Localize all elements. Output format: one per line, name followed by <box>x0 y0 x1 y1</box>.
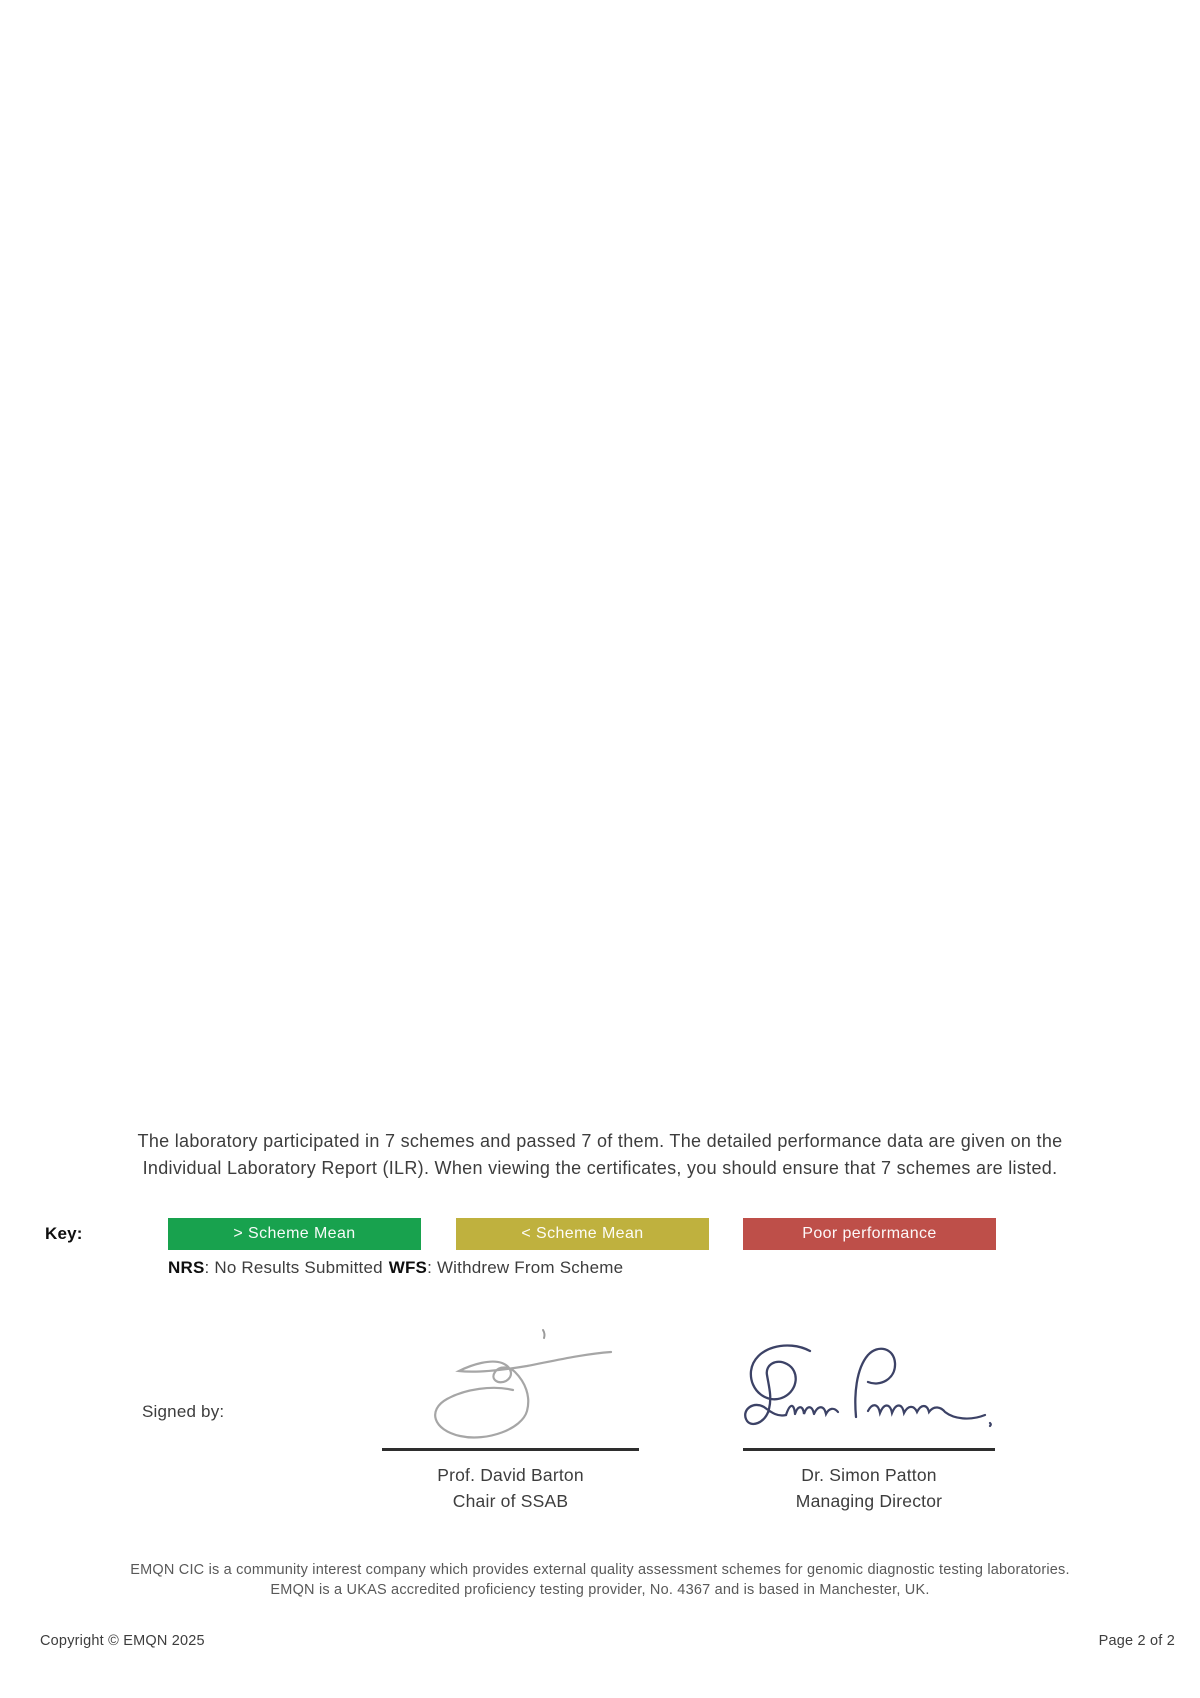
signatory-simon-patton <box>743 1462 995 1514</box>
legend-poor-performance-label: Poor performance <box>802 1225 937 1242</box>
participation-summary-line-2: Individual Laboratory Report (ILR). When viewing the certificates, you should ensure that 7 schemes are listed. <box>142 1158 1058 1178</box>
participation-summary-line-1: The laboratory participated in 7 schemes and passed 7 of them. The detailed performance data are given on the <box>137 1131 1063 1151</box>
signature-simon-patton-image <box>738 1335 1003 1447</box>
abbreviation-nrs-code: NRS <box>168 1258 205 1277</box>
company-description <box>40 1561 1160 1600</box>
signature-david-barton-image <box>415 1320 625 1448</box>
signature-line-david-barton <box>382 1448 639 1451</box>
signatory-name: Prof. David Barton <box>437 1465 584 1485</box>
abbreviations-line <box>168 1258 623 1278</box>
abbreviation-wfs <box>389 1258 624 1277</box>
legend-poor-performance <box>743 1218 996 1250</box>
abbreviation-nrs <box>168 1258 383 1277</box>
signatory-david-barton <box>382 1462 639 1514</box>
company-description-line-1: EMQN CIC is a community interest company which provides external quality assessment schemes for genomic diagnostic testing laboratories. <box>130 1562 1070 1578</box>
legend-above-scheme-mean <box>168 1218 421 1250</box>
signatory-title: Managing Director <box>795 1491 943 1511</box>
abbreviation-nrs-meaning: No Results Submitted <box>214 1258 383 1277</box>
abbreviation-wfs-meaning: Withdrew From Scheme <box>436 1258 624 1277</box>
abbreviation-wfs-separator: : <box>427 1258 437 1277</box>
signatory-title: Chair of SSAB <box>452 1491 569 1511</box>
legend-below-scheme-mean-label: < Scheme Mean <box>521 1225 644 1242</box>
legend-above-scheme-mean-label: > Scheme Mean <box>233 1225 356 1242</box>
legend-below-scheme-mean <box>456 1218 709 1250</box>
signed-by-label: Signed by: <box>142 1402 225 1421</box>
page-number: Page 2 of 2 <box>1098 1633 1175 1649</box>
abbreviation-wfs-code: WFS <box>388 1258 428 1277</box>
key-label: Key: <box>45 1224 83 1243</box>
participation-summary <box>40 1128 1160 1182</box>
signatory-name: Dr. Simon Patton <box>801 1465 937 1485</box>
abbreviation-nrs-separator: : <box>204 1258 215 1277</box>
company-description-line-2: EMQN is a UKAS accredited proficiency testing provider, No. 4367 and is based in Manchester, UK. <box>270 1581 930 1598</box>
signature-line-simon-patton <box>743 1448 995 1451</box>
copyright-notice: Copyright © EMQN 2025 <box>40 1633 205 1649</box>
